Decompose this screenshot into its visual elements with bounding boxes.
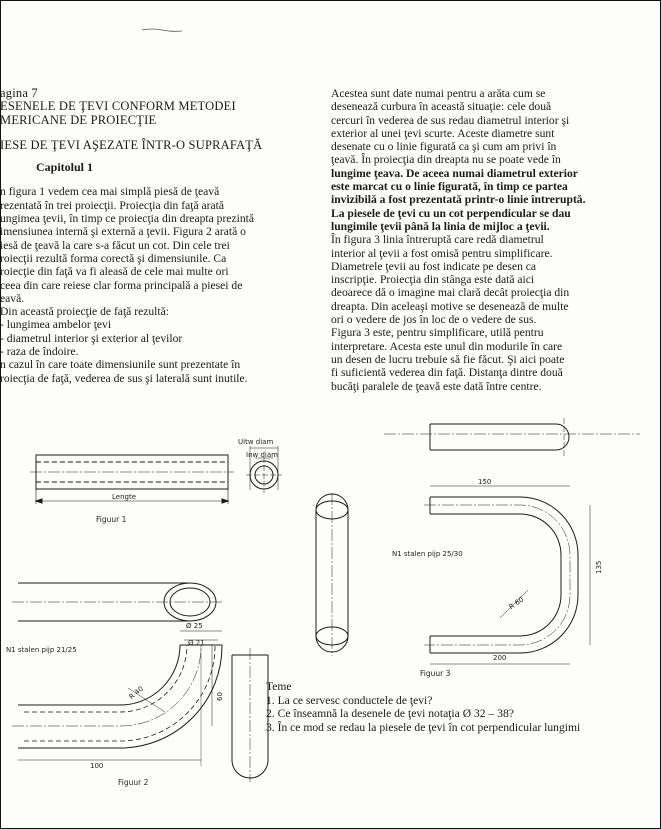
fig3-u-bend-inner-edge: [430, 514, 561, 636]
exercises-title: Teme: [266, 680, 292, 693]
paragraph-2-intro: Din această proiecţie de faţă rezultă:: [0, 305, 169, 319]
text-line: interpretare. Acesta este unul din modurile în care: [331, 339, 563, 353]
fig2-elbow-hidden-lines: [24, 645, 215, 741]
text-line: Diametrele ţevii au fost indicate pe desen ca: [331, 259, 537, 273]
text-line: desenează curbura în această situaţie: cele două: [331, 100, 552, 114]
fig2-dim-outer: Ø 25: [186, 622, 203, 630]
list-item: - lungimea ambelor ţevi: [0, 318, 112, 332]
list-item: - diametrul interior şi exterior al ţevilor: [0, 331, 183, 345]
exercise-question: 2. Ce înseamnă la desenele de ţevi notaţia Ø 32 – 38?: [266, 707, 514, 721]
text-line: exterior al unei ţevi scurte. Aceste diametre sunt: [331, 126, 555, 140]
fig3-dim-radius: R 60: [507, 595, 526, 612]
fig3-top-view-pipe: [430, 424, 569, 450]
text-line: ori o vedere de jos în loc de o vedere de sus.: [331, 313, 537, 327]
fig2-caption: Figuur 2: [118, 778, 149, 787]
list-item: - raza de îndoire.: [0, 345, 79, 359]
fig1-label-inner: Inw diam: [246, 451, 278, 459]
text-line: dreapta. Din aceleaşi motive se desenează de multe: [331, 299, 569, 313]
text-line: cercuri în vederea de sus redau diametrul interior şi: [331, 113, 570, 127]
text-line: iesă de ţeavă la care s-a făcut un cot. Din cele trei: [0, 238, 230, 252]
text-line: lungimile ţevii până la linia de mijloc a ţevii.: [331, 219, 550, 233]
text-line: este marcat cu o linie figurată, în timp ce partea: [331, 180, 568, 194]
fig3-u-bend-centerline: [424, 505, 570, 645]
text-line: roiecţii rezultă forma corectă şi dimensiunile. Ca: [0, 251, 227, 265]
text-line: ceea din care reiese clar forma principală a piesei de: [0, 278, 243, 292]
subtitle: IESE DE ŢEVI AŞEZATE ÎNTR-O SUPRAFAŢĂ: [0, 137, 263, 152]
text-line: un desen de lucru trebuie să fie făcut. Şi aici poate: [331, 352, 565, 366]
fig3-caption: Figuur 3: [420, 669, 451, 678]
fig2-dim-length: 100: [90, 762, 104, 770]
text-line: roiecţia de faţă, vederea de sus şi laterală sunt inutile.: [0, 371, 248, 385]
fig2-dim-inner: Ø 21: [188, 639, 205, 647]
text-line: La piesele de ţevi cu un cot perpendicular se dau: [331, 206, 571, 220]
fig2-label-pipe: N1 stalen pijp 21/25: [6, 646, 77, 654]
fig3-dim-side: 135: [595, 560, 603, 574]
text-line: roiecţie din faţă va fi aleasă de cele mai multe ori: [0, 265, 229, 279]
text-line: bucăţi paralele de ţeavă este dată între centre.: [331, 379, 542, 393]
text-line: ţeavă. În proiecţia din dreapta nu se poate vede în: [331, 153, 561, 167]
fig2-elbow-centerline: [12, 645, 201, 726]
list-item-text: raza de îndoire.: [6, 345, 79, 359]
text-line: Acestea sunt date numai pentru a arăta cum se: [331, 87, 546, 100]
text-line: lungime ţeava. De aceea numai diametrul exterior: [331, 166, 578, 180]
text-line: invizibilă a fost prezentată printr-o linie întreruptă.: [331, 193, 586, 207]
text-line: ungimea ţevii, în timp ce proiecţia din dreapta prezintă: [0, 212, 254, 226]
chapter-heading: Capitolul 1: [36, 160, 94, 175]
fig1-label-outer: Uitw diam: [238, 438, 274, 446]
figure-1: [30, 446, 282, 504]
figure-3: [316, 418, 640, 664]
fig2-elbow-inner-edge: [18, 645, 180, 705]
figure-2: [12, 583, 268, 782]
text-line: rezentată în trei proiecţii. Proiecţia din faţă arată: [0, 198, 225, 212]
text-line: inscripţie. Proiecţia din stânga este dată aici: [331, 273, 535, 287]
text-line: fi suficientă vederea din faţă. Distanţa dintre două: [331, 366, 563, 380]
exercises-section: [266, 680, 580, 734]
text-line: n figura 1 vedem cea mai simplă piesă de ţeavă: [0, 185, 220, 199]
text-line: eavă.: [0, 291, 25, 305]
text-line: deoarece dă o imagine mai clară decât proiecţia din: [331, 286, 570, 300]
fig2-dim-radius: R 40: [127, 684, 146, 702]
text-line: Figura 3 este, pentru simplificare, utilă pentru: [331, 326, 544, 340]
fig1-label-length: Lengte: [112, 493, 137, 501]
text-line: desenate cu o linie figurată ca şi cum am privi în: [331, 140, 557, 154]
text-line: n cazul în care toate dimensiunile sunt prezentate în: [0, 358, 241, 372]
page-label: agina 7: [0, 87, 38, 100]
text-line: interior al ţevii a fost omisă pentru simplificare.: [331, 246, 553, 260]
fig3-dim-top: 150: [478, 478, 492, 486]
fig3-label-pipe: N1 stalen pijp 25/30: [392, 550, 463, 558]
fig3-dim-bottom: 200: [493, 654, 507, 662]
list-item-text: diametrul interior şi exterior al ţevilor: [6, 331, 183, 345]
title-line-2: MERICANE DE PROIECŢIE: [0, 112, 157, 127]
exercise-question: 3. În ce mod se redau la piesele de ţevi în cot perpendicular lungimi: [266, 720, 581, 734]
text-line: imensiunea internă şi externă a ţevii. Figura 2 arată o: [0, 225, 246, 239]
text-line: În figura 3 linia întreruptă care redă diametrul: [331, 233, 544, 247]
exercise-question: 1. La ce servesc conductele de ţevi?: [266, 693, 433, 707]
fig2-dim-height: 60: [216, 692, 224, 701]
fig1-caption: Figuur 1: [96, 515, 127, 524]
title-line-1: ESENELE DE ŢEVI CONFORM METODEI: [0, 99, 236, 114]
fig2-elbow-outer-edge: [18, 645, 222, 748]
list-item-text: lungimea ambelor ţevi: [6, 318, 112, 332]
